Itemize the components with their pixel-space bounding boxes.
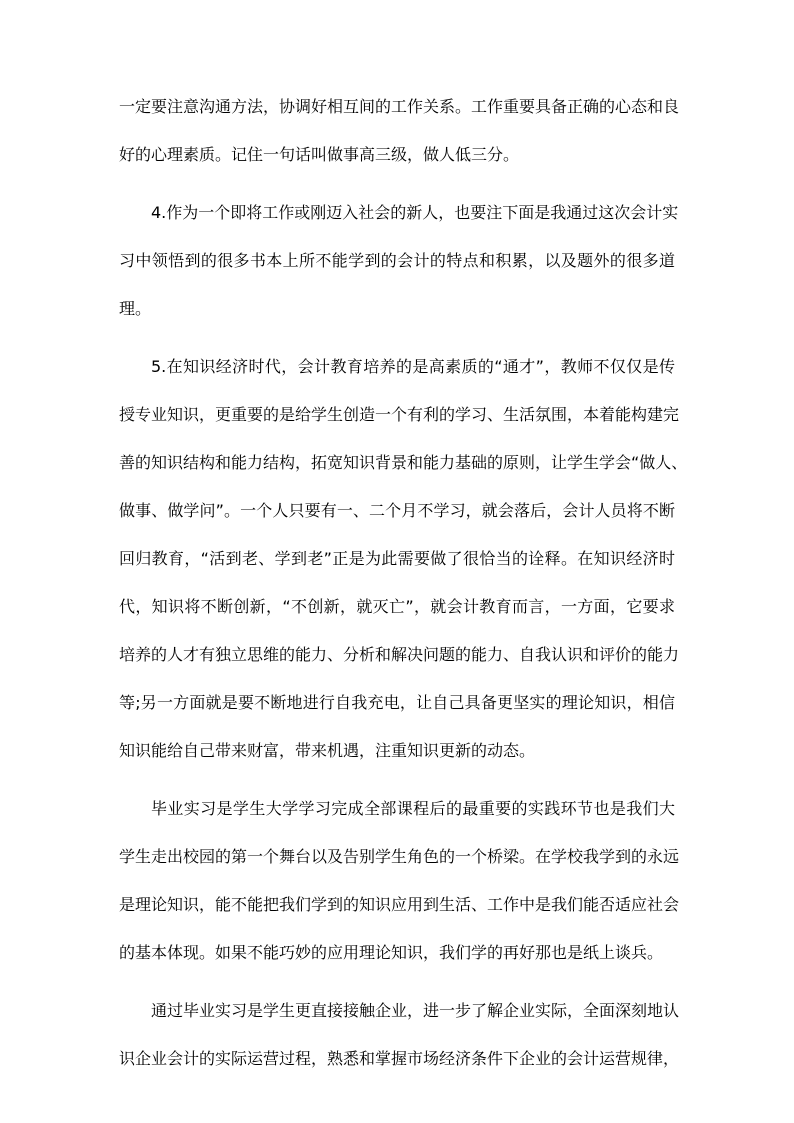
text-line: 理。: [119, 299, 152, 318]
text-line: 4.作为一个即将工作或刚迈入社会的新人，也要注下面是我通过这次会计实: [151, 203, 679, 222]
paragraph-gap: [119, 991, 675, 1001]
text-line: 学生走出校园的第一个舞台以及告别学生角色的一个桥梁。在学校我学到的永远: [119, 847, 680, 866]
text-line: 做事、做学问”。一个人只要有一、二个月不学习，就会落后，会计人员将不断: [119, 501, 675, 520]
text-line: 是理论知识，能不能把我们学到的知识应用到生活、工作中是我们能否适应社会: [119, 895, 680, 914]
text-line: 习中领悟到的很多书本上所不能学到的会计的特点和积累，以及题外的很多道: [119, 251, 675, 270]
paragraph-5: [119, 1001, 680, 1069]
text-line: 等;另一方面就是要不断地进行自我充电，让自己具备更坚实的理论知识，相信: [119, 693, 675, 712]
text-line: 的基本体现。如果不能巧妙的应用理论知识，我们学的再好那也是纸上谈兵。: [119, 943, 664, 962]
paragraph-gap: [119, 789, 675, 799]
text-line: 代，知识将不断创新，“不创新，就灭亡”，就会计教育而言，一方面，它要求: [119, 597, 675, 616]
paragraph-gap: [119, 193, 675, 203]
text-line: 识企业会计的实际运营过程，熟悉和掌握市场经济条件下企业的会计运营规律，: [119, 1049, 680, 1068]
text-line: 授专业知识，更重要的是给学生创造一个有利的学习、生活氛围，本着能构建完: [119, 405, 680, 424]
paragraph-2: [119, 203, 679, 319]
text-line: 通过毕业实习是学生更直接接触企业，进一步了解企业实际，全面深刻地认: [151, 1001, 680, 1020]
text-line: 培养的人才有独立思维的能力、分析和解决问题的能力、自我认识和评价的能力: [119, 645, 680, 664]
paragraph-4: [119, 799, 680, 963]
text-line: 毕业实习是学生大学学习完成全部课程后的最重要的实践环节也是我们大: [151, 799, 675, 818]
text-line: 一定要注意沟通方法，协调好相互间的工作关系。工作重要具备正确的心态和良: [119, 97, 680, 116]
text-line: 回归教育，“活到老、学到老”正是为此需要做了很恰当的诠释。在知识经济时: [119, 549, 675, 568]
document-body: [119, 97, 688, 1097]
text-line: 好的心理素质。记住一句话叫做事高三级，做人低三分。: [119, 145, 520, 164]
text-line: 5.在知识经济时代，会计教育培养的是高素质的“通才”，教师不仅仅是传: [151, 357, 675, 376]
paragraph-gap: [119, 347, 675, 357]
paragraph-3: [119, 357, 688, 761]
paragraph-1: [119, 97, 680, 165]
text-line: 知识能给自己带来财富，带来机遇，注重知识更新的动态。: [119, 741, 536, 760]
text-line: 善的知识结构和能力结构，拓宽知识背景和能力基础的原则，让学生学会“做人、: [119, 453, 688, 472]
